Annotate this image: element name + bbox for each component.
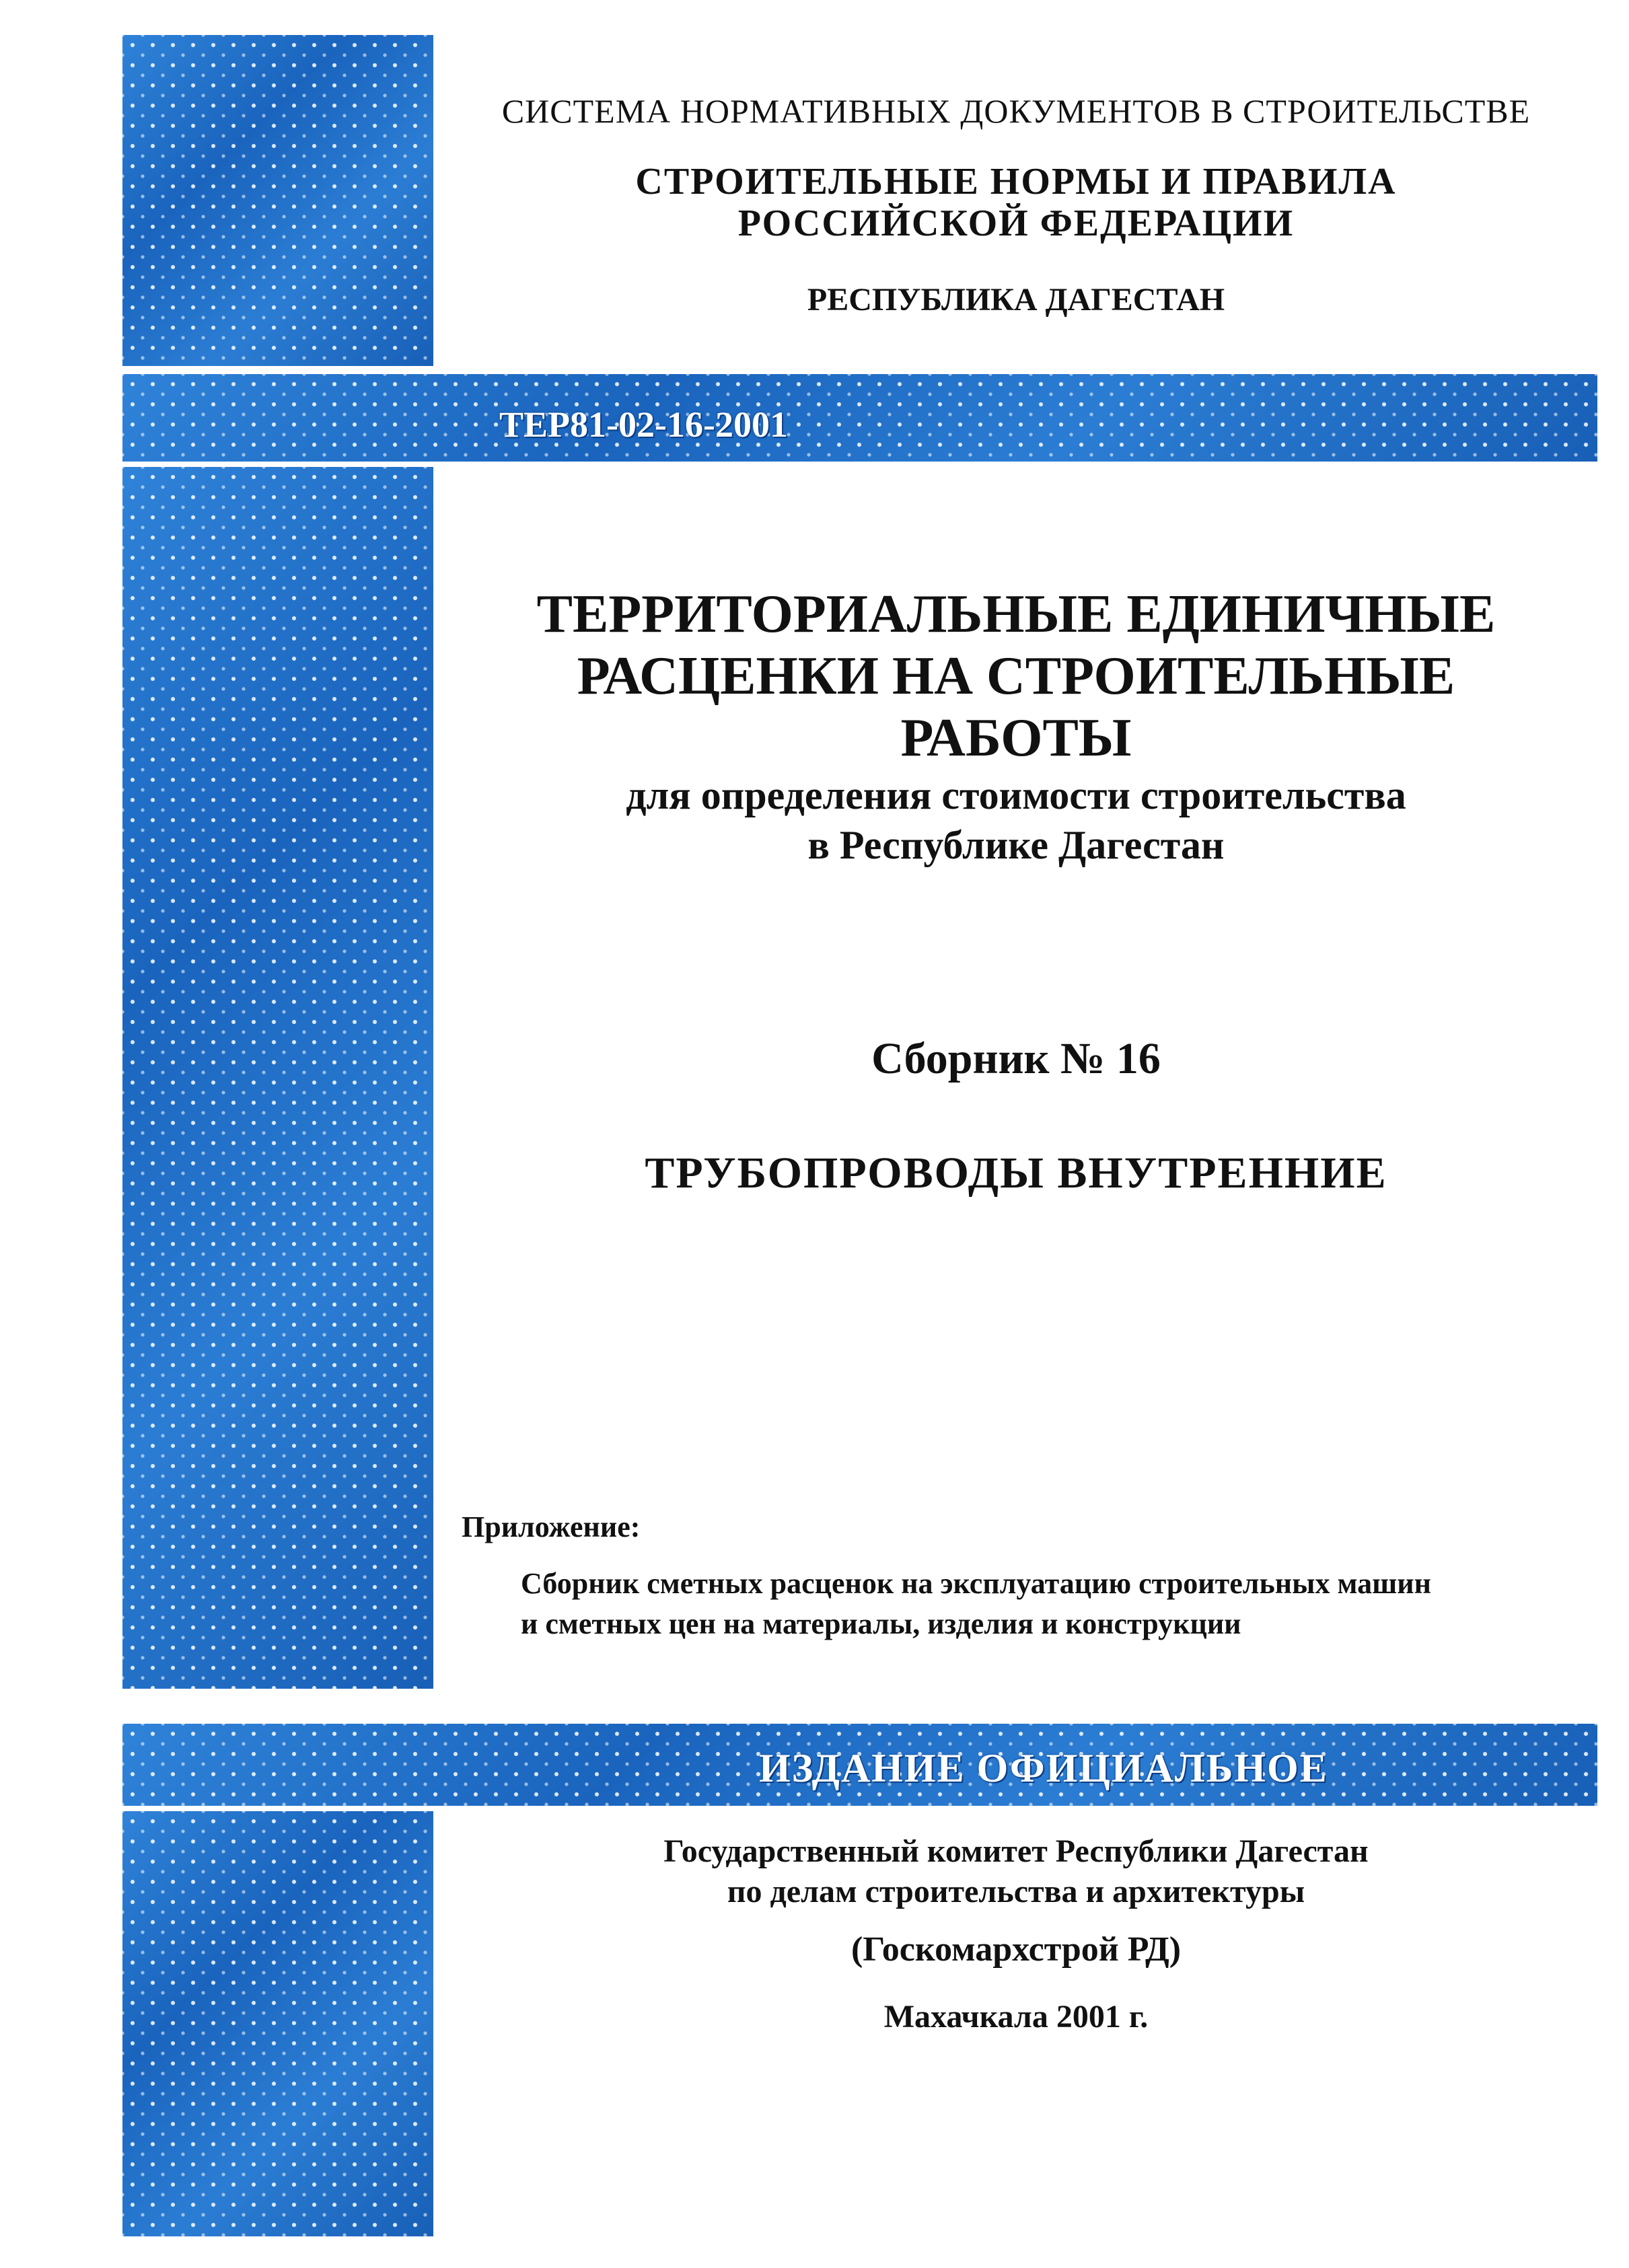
document-code: ТЕР81-02-16-2001 (499, 404, 788, 445)
main-title-line1: ТЕРРИТОРИАЛЬНЫЕ ЕДИНИЧНЫЕ (536, 585, 1496, 644)
section-title: ТРУБОПРОВОДЫ ВНУТРЕННИЕ (645, 1148, 1387, 1198)
system-heading: СИСТЕМА НОРМАТИВНЫХ ДОКУМЕНТОВ В СТРОИТЕЛЬСТВЕ (501, 92, 1531, 130)
cover-pattern-column-top (122, 35, 433, 366)
appendix-line1: Сборник сметных расценок на эксплуатацию строительных машин (521, 1567, 1431, 1600)
publisher-line1: Государственный комитет Республики Дагестан (663, 1833, 1369, 1869)
subtitle-line1: для определения стоимости строительства (626, 773, 1406, 817)
main-title-line2: РАСЦЕНКИ НА СТРОИТЕЛЬНЫЕ (577, 647, 1455, 706)
appendix-label: Приложение: (462, 1510, 641, 1543)
cover-official-band (122, 1724, 1597, 1806)
official-edition-label: ИЗДАНИЕ ОФИЦИАЛЬНОЕ (759, 1746, 1328, 1790)
publisher-line2: по делам строительства и архитектуры (727, 1874, 1305, 1909)
publisher-abbreviation: (Госкомархстрой РД) (850, 1930, 1182, 1969)
cover-pattern-column-bottom (122, 1811, 433, 2236)
cover-code-band (122, 374, 1597, 462)
snip-heading-line2: РОССИЙСКОЙ ФЕДЕРАЦИИ (737, 203, 1295, 244)
subtitle-line2: в Республике Дагестан (807, 823, 1225, 867)
collection-number: Сборник № 16 (871, 1034, 1161, 1083)
publication-city-year: Махачкала 2001 г. (883, 1999, 1149, 2035)
cover-pattern-column-middle (122, 467, 433, 1689)
republic-heading: РЕСПУБЛИКА ДАГЕСТАН (807, 282, 1225, 318)
main-title-line3: РАБОТЫ (900, 708, 1132, 768)
snip-heading-line1: СТРОИТЕЛЬНЫЕ НОРМЫ И ПРАВИЛА (635, 161, 1397, 203)
appendix-line2: и сметных цен на материалы, изделия и конструкции (521, 1607, 1241, 1640)
